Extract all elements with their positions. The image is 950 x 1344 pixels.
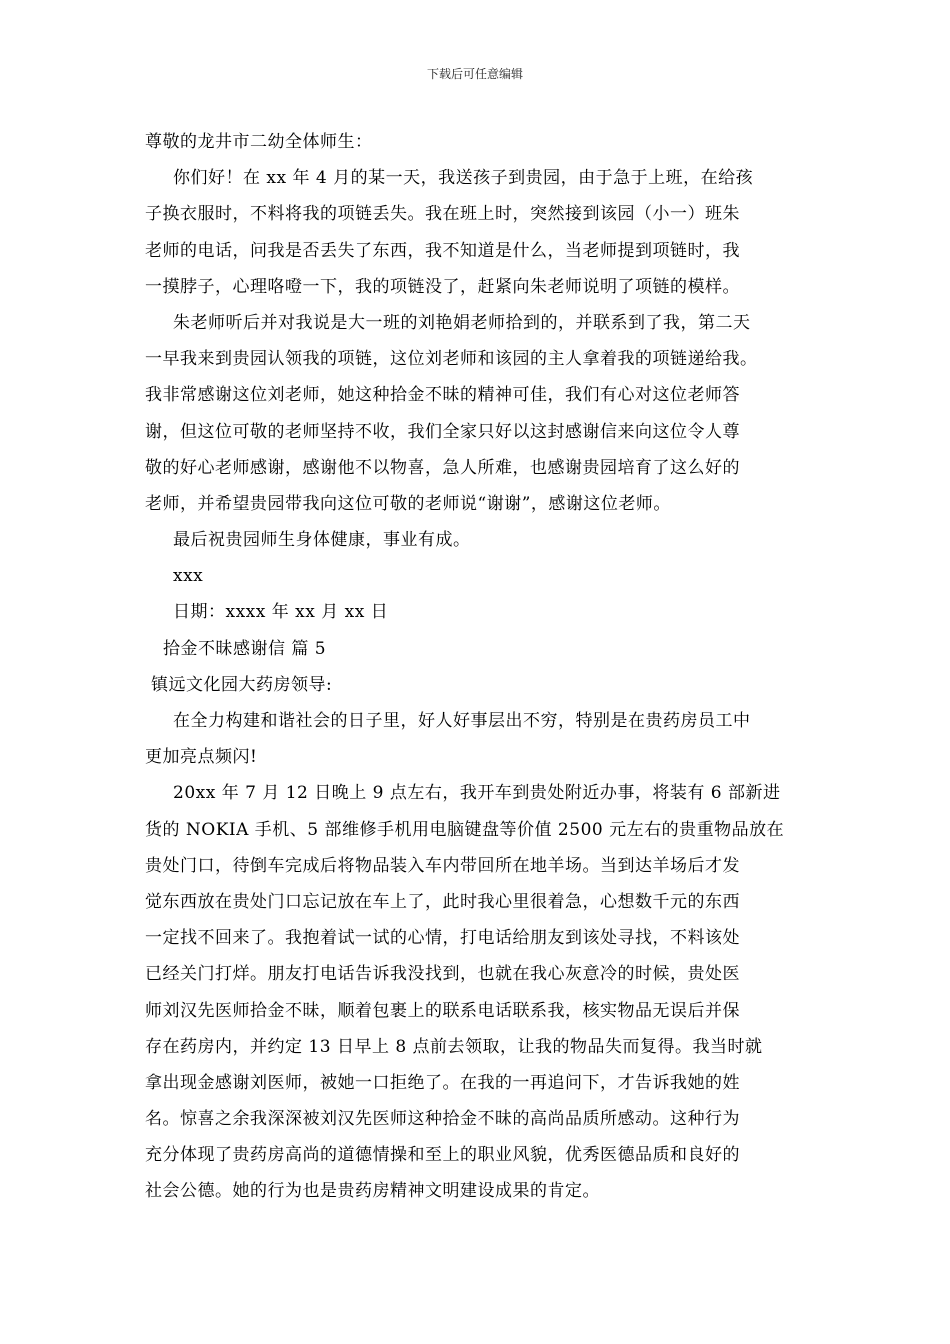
text-line: 货的 NOKIA 手机、5 部维修手机用电脑键盘等价值 2500 元左右的贵重物品放在 — [145, 819, 785, 840]
text-line: 你们好！在 xx 年 4 月的某一天，我送孩子到贵园，由于急于上班，在给孩 — [173, 168, 754, 189]
text-line: 一摸脖子，心理咯噔一下，我的项链没了，赶紧向朱老师说明了项链的模样。 — [145, 276, 740, 297]
text-line: 老师的电话，问我是否丢失了东西，我不知道是什么，当老师提到项链时，我 — [145, 240, 740, 261]
text-line: 拾金不昧感谢信 篇 5 — [163, 638, 327, 659]
text-line: 20xx 年 7 月 12 日晚上 9 点左右，我开车到贵处附近办事，将装有 6 部新进 — [173, 783, 781, 804]
text-line: 朱老师听后并对我说是大一班的刘艳娟老师拾到的，并联系到了我，第二天 — [173, 312, 751, 333]
text-line: 谢，但这位可敬的老师坚持不收，我们全家只好以这封感谢信来向这位令人尊 — [145, 421, 740, 442]
text-line: 日期：xxxx 年 xx 月 xx 日 — [173, 602, 389, 623]
text-line: 贵处门口，待倒车完成后将物品装入车内带回所在地羊场。当到达羊场后才发 — [145, 855, 740, 876]
text-line: 已经关门打烊。朋友打电话告诉我没找到，也就在我心灰意冷的时候，贵处医 — [145, 964, 740, 985]
document-body — [145, 124, 810, 1210]
text-line: 我非常感谢这位刘老师，她这种拾金不昧的精神可佳，我们有心对这位老师答 — [145, 385, 740, 406]
text-line: 觉东西放在贵处门口忘记放在车上了，此时我心里很着急，心想数千元的东西 — [145, 891, 740, 912]
text-line: 老师，并希望贵园带我向这位可敬的老师说“谢谢”，感谢这位老师。 — [145, 493, 671, 514]
text-line: 存在药房内，并约定 13 日早上 8 点前去领取，让我的物品失而复得。我当时就 — [145, 1036, 763, 1057]
text-line: xxx — [173, 566, 204, 587]
text-line: 镇远文化园大药房领导: — [151, 674, 333, 695]
text-line: 子换衣服时，不料将我的项链丢失。我在班上时，突然接到该园（小一）班朱 — [145, 204, 740, 225]
text-line: 社会公德。她的行为也是贵药房精神文明建设成果的肯定。 — [145, 1181, 600, 1202]
text-line: 名。惊喜之余我深深被刘汉先医师这种拾金不昧的高尚品质所感动。这种行为 — [145, 1109, 740, 1130]
text-line: 最后祝贵园师生身体健康，事业有成。 — [173, 530, 471, 551]
text-line: 师刘汉先医师拾金不昧，顺着包裹上的联系电话联系我，核实物品无误后并保 — [145, 1000, 740, 1021]
text-line: 拿出现金感谢刘医师，被她一口拒绝了。在我的一再追问下，才告诉我她的姓 — [145, 1072, 740, 1093]
text-line: 敬的好心老师感谢，感谢他不以物喜，急人所难，也感谢贵园培育了这么好的 — [145, 457, 740, 478]
text-line: 在全力构建和谐社会的日子里，好人好事层出不穷，特别是在贵药房员工中 — [173, 711, 751, 731]
text-line: 尊敬的龙井市二幼全体师生： — [145, 132, 373, 152]
text-line: 一定找不回来了。我抱着试一试的心情，打电话给朋友到该处寻找，不料该处 — [145, 928, 740, 949]
page-header-note: 下载后可任意编辑 — [426, 67, 523, 81]
text-line: 一早我来到贵园认领我的项链，这位刘老师和该园的主人拿着我的项链递给我。 — [145, 349, 758, 370]
text-line: 充分体现了贵药房高尚的道德情操和至上的职业风貌，优秀医德品质和良好的 — [145, 1145, 740, 1166]
text-line: 更加亮点频闪! — [145, 747, 258, 768]
